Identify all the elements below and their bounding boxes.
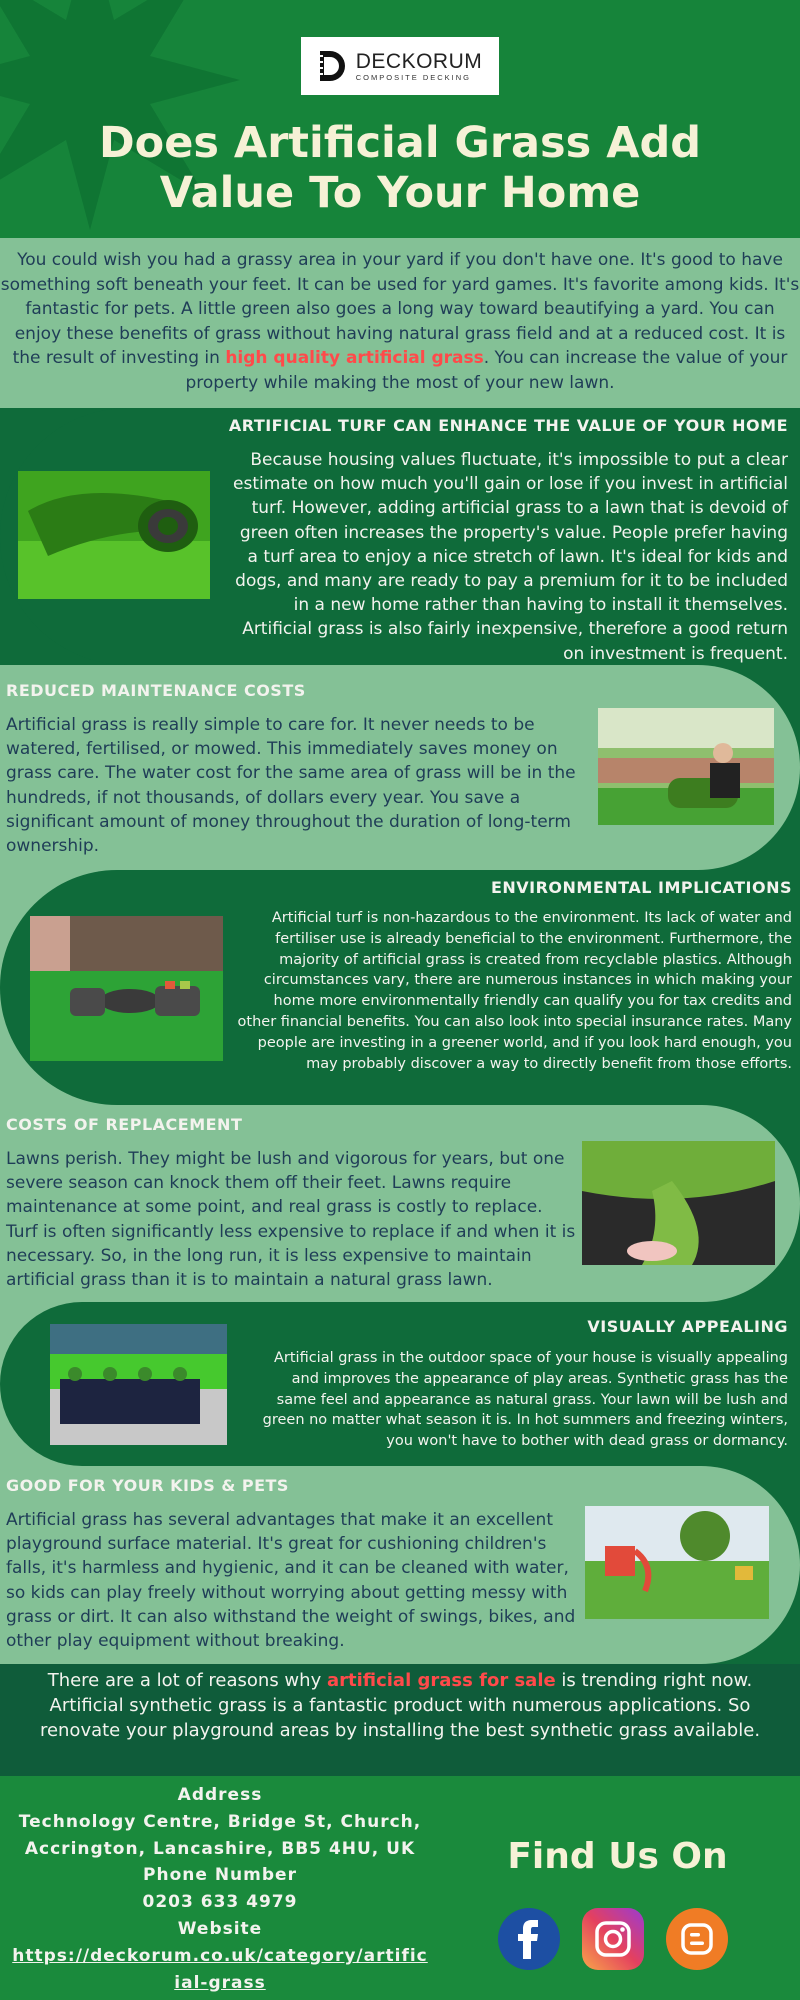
title-line-1: Does Artificial Grass Add: [98, 118, 702, 168]
section-body: Artificial grass in the outdoor space of your house is visually appealing and improves the appearance of play areas. Synthetic grass has the same feel and appearance as natural grass. Your lawn will be lush and green no matter what season it is. In hot summers and freezing winters, you won't have to bother with dead grass or dormancy.: [262, 1350, 788, 1450]
turf-sample-photo: [582, 1141, 775, 1265]
contact-block: [0, 1782, 440, 1996]
garden-planters-photo: [50, 1324, 227, 1445]
section-body: Because housing values fluctuate, it's impossible to put a clear estimate on how much you'll gain or lose if you invest in artificial turf. However, adding artificial grass to a lawn that is devoid of green often increases the property's value. People prefer having a turf area to enjoy a nice stretch of lawn. It's ideal for kids and dogs, and many are ready to pay a premium for it to be included in a new home rather than having to install it themselves. Artificial grass is also fairly inexpensive, therefore a good return on investment is frequent.: [233, 450, 788, 664]
section-kids-pets: [0, 1466, 800, 1664]
section-heading: COSTS OF REPLACEMENT: [6, 1115, 243, 1134]
address-line-1: Technology Centre, Bridge St, Church,: [18, 1811, 422, 1832]
section-maintenance: [0, 665, 800, 870]
section-environment: [0, 870, 800, 1105]
section-body: Artificial grass has several advantages that make it an excellent playground surface material. It's great for cushioning children's falls, it's harmless and hygienic, and it can be cleaned with water, so kids can play freely without worrying about getting messy with grass or dirt. It can also withstand the weight of swings, bikes, and other play equipment without breaking.: [6, 1510, 576, 1652]
website-link-line-1[interactable]: https://deckorum.co.uk/category/artific: [12, 1945, 428, 1966]
footer: [0, 1776, 800, 2000]
closing-paragraph: [0, 1664, 800, 1776]
title-line-2: Value To Your Home: [159, 168, 641, 218]
logo-tagline: COMPOSITE DECKING: [355, 72, 471, 82]
deckorum-logo[interactable]: [301, 37, 499, 95]
intro-paragraph: [0, 238, 800, 408]
section-heading: VISUALLY APPEALING: [587, 1317, 788, 1336]
find-us-heading: Find Us On: [507, 1836, 728, 1877]
outro-link[interactable]: artificial grass for sale: [326, 1670, 556, 1691]
header: [0, 0, 800, 238]
blogger-icon[interactable]: [666, 1908, 728, 1970]
section-replacement: [0, 1105, 800, 1302]
phone-number[interactable]: 0203 633 4979: [142, 1892, 298, 1913]
deckorum-logo-icon: [318, 49, 348, 83]
address-line-2: Accrington, Lancashire, BB5 4HU, UK: [24, 1838, 416, 1859]
instagram-icon[interactable]: [582, 1908, 644, 1970]
section-heading: GOOD FOR YOUR KIDS & PETS: [6, 1476, 289, 1495]
patio-furniture-photo: [30, 916, 223, 1061]
intro-link[interactable]: high quality artificial grass: [225, 348, 484, 368]
outro-text-after: is trending right now. Artificial synthetic grass is a fantastic product with numerous applications. So renovate your playground areas by installing the best synthetic grass available.: [39, 1670, 761, 1741]
outro-text-before: There are a lot of reasons why: [47, 1670, 327, 1691]
installing-turf-photo: [598, 708, 774, 825]
intro-text-before: You could wish you had a grassy area in your yard if you don't have one. It's good to have something soft beneath your feet. It can be used for yard games. It's favorite among kids. It's fantastic for pets. A little green also goes a long way toward beautifying a yard. You can enjoy these benefits of grass without having natural grass field and at a reduced cost. It is the result of investing in: [0, 250, 800, 368]
section-visual: [0, 1302, 800, 1466]
section-body: Artificial grass is really simple to care for. It never needs to be watered, fertilised, or mowed. This immediately saves money on grass care. The water cost for the same area of grass will be in the hundreds, if not thousands, of dollars every year. You save a significant amount of money throughout the duration of long-term ownership.: [6, 715, 576, 857]
section-heading: ENVIRONMENTAL IMPLICATIONS: [490, 878, 792, 897]
address-label: Address: [177, 1785, 263, 1805]
rolled-turf-photo: [18, 471, 210, 599]
playground-photo: [585, 1506, 769, 1619]
section-heading: REDUCED MAINTENANCE COSTS: [6, 681, 306, 700]
page-title: [60, 118, 740, 218]
website-label: Website: [177, 1918, 263, 1939]
facebook-icon[interactable]: [498, 1908, 560, 1970]
section-body: Lawns perish. They might be lush and vigorous for years, but one severe season can knock them off their feet. Lawns require maintenance at some point, and real grass is costly to replace. Turf is often significantly less expensive to replace if and when it is necessary. So, in the long run, it is less expensive to maintain artificial grass than it is to maintain a natural grass lawn.: [6, 1149, 576, 1291]
phone-label: Phone Number: [143, 1865, 297, 1886]
section-value: [0, 408, 800, 665]
intro-text-after: . You can increase the value of your property while making the most of your new lawn.: [185, 348, 788, 393]
website-link-line-2[interactable]: ial-grass: [174, 1972, 266, 1993]
section-body: Artificial turf is non-hazardous to the environment. Its lack of water and fertiliser use is already beneficial to the environment. Furthermore, the majority of artificial grass is created from recyclable plastics. Although circumstances vary, there are numerous instances in which making your home more environmentally friendly can qualify you for tax credits and other financial benefits. You can also look into special insurance rates. Many people are investing in a greener world, and if you look hard enough, you may probably discover a way to directly benefit from those efforts.: [237, 910, 792, 1072]
section-heading: ARTIFICIAL TURF CAN ENHANCE THE VALUE OF YOUR HOME: [228, 416, 788, 435]
logo-name: DECKORUM: [355, 49, 483, 73]
